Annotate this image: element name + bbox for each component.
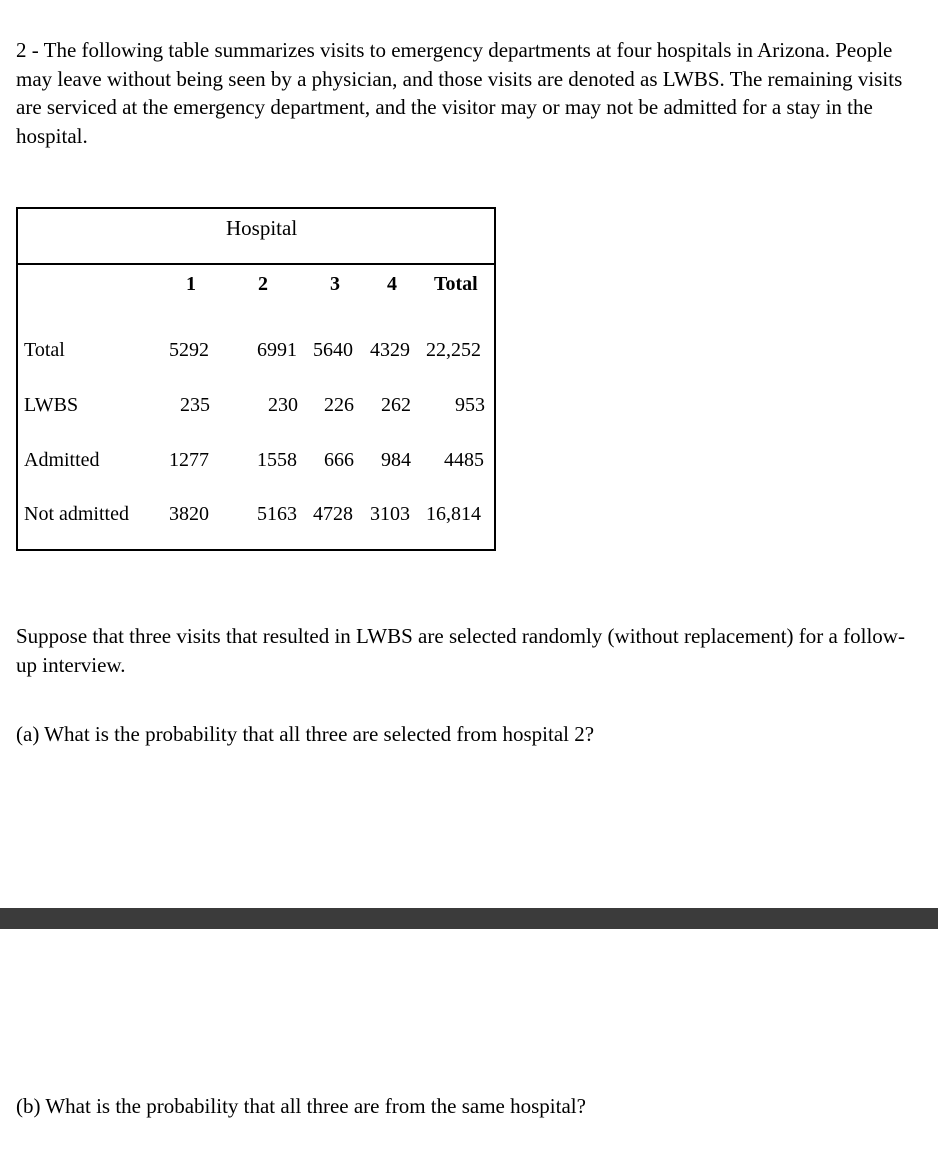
- table-cell: 666: [324, 449, 354, 471]
- table-cell: 235: [180, 394, 210, 416]
- table-cell: 1277: [169, 449, 209, 471]
- table-title: Hospital: [226, 216, 298, 240]
- table-cell: 984: [381, 449, 411, 471]
- table-cell: 953: [455, 394, 485, 416]
- table-cell: 5292: [169, 339, 209, 361]
- scenario-text: Suppose that three visits that resulted in LWBS are selected randomly (without replacement) for a follow-up interview.: [16, 624, 905, 677]
- table-cell: 4485: [444, 449, 484, 471]
- table-cell: 5163: [257, 503, 297, 525]
- table-cell: 230: [268, 394, 298, 416]
- table-cell: 4728: [313, 503, 353, 525]
- column-header-2: 2: [258, 273, 268, 295]
- hospital-visits-table: [16, 207, 496, 551]
- table-cell: 5640: [313, 339, 353, 361]
- row-label-total: Total: [24, 339, 65, 361]
- table-cell: 6991: [257, 339, 297, 361]
- table-cell: 4329: [370, 339, 410, 361]
- table-cell: 3820: [169, 503, 209, 525]
- table-cell: 262: [381, 394, 411, 416]
- table-cell: 16,814: [426, 503, 481, 525]
- table-cell: 3103: [370, 503, 410, 525]
- table-cell: 226: [324, 394, 354, 416]
- column-header-3: 3: [330, 273, 340, 295]
- row-label-not-admitted: Not admitted: [24, 503, 129, 525]
- section-divider: [0, 908, 938, 929]
- table-header: [18, 209, 494, 265]
- problem-intro: 2 - The following table summarizes visits to emergency departments at four hospitals in Arizona. People may leave without being seen by a physician, and those visits are denoted as LWBS. The remaining visits are serviced at the emergency department, and the visitor may or may not be admitted for a stay in the hospital.: [16, 38, 903, 148]
- question-a: (a) What is the probability that all three are selected from hospital 2?: [16, 722, 595, 746]
- question-b: (b) What is the probability that all three are from the same hospital?: [16, 1094, 586, 1118]
- column-header-4: 4: [387, 273, 397, 295]
- table-cell: 1558: [257, 449, 297, 471]
- row-label-lwbs: LWBS: [24, 394, 79, 416]
- table-cell: 22,252: [426, 339, 481, 361]
- column-header-1: 1: [186, 273, 196, 295]
- row-label-admitted: Admitted: [24, 449, 100, 471]
- column-header-total: Total: [434, 273, 478, 295]
